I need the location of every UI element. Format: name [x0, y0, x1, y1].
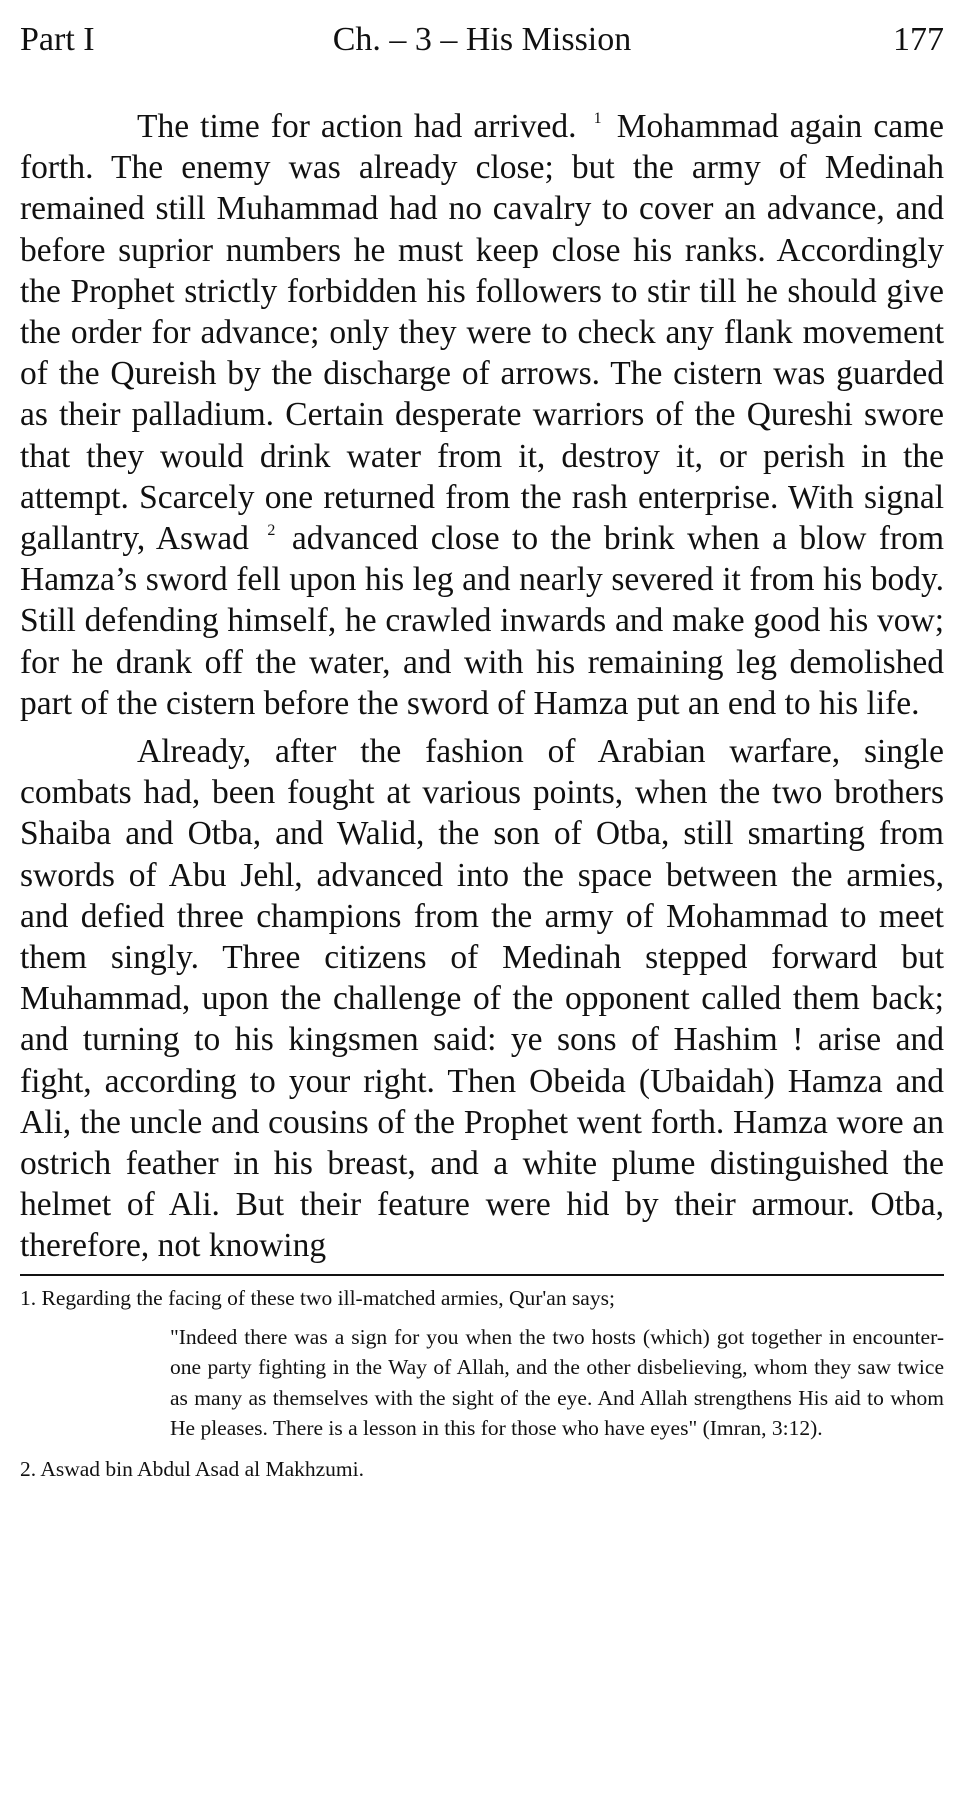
footnote-2: 2. Aswad bin Abdul Asad al Makhzumi.: [20, 1457, 364, 1482]
footnote-divider: [20, 1274, 944, 1276]
footnote-1: [20, 1284, 944, 1444]
footnote-1-intro: 1. Regarding the facing of these two ill-matched armies, Qur'an says;: [20, 1285, 615, 1310]
paragraph-text: Already, after the fashion of Arabian warfare, single combats had, been fought at various points, when the two brothers Shaiba and Otba, and Walid, the son of Otba, still smarting from swords of Abu Jehl, advanced into the space between the armies, and defied three champions from the army of Mohammad to meet them singly. Three citizens of Medinah stepped forward but Muhammad, upon the challenge of the opponent called them back; and turning to his kingsmen said: ye sons of Hashim ! arise and fight, according to your right. Then Obeida (Ubaidah) Hamza and Ali, the uncle and cousins of the Prophet went forth. Hamza wore an ostrich feather in his breast, and a white plume distinguished the helmet of Ali. But their feature were hid by their armour. Otba, therefore, not knowing: [20, 733, 944, 1265]
paragraph-text: advanced close to the brink when a blow from Hamza’s sword fell upon his leg and nearly severed it from his body. Still defending himself, he crawled inwards and make good his vow; for he drank off the water, and with his remaining leg demolished part of the cistern before the sword of Hamza put an end to his life.: [20, 520, 944, 722]
main-text: [20, 106, 944, 1267]
footnote-reference: 2: [267, 522, 276, 540]
footnote-reference: 1: [593, 110, 602, 127]
part-label: Part I: [20, 21, 95, 58]
footnote-1-quote: "Indeed there was a sign for you when the two hosts (which) got together in encounter-one party fighting in the Way of Allah, and the other disbelieving, whom they saw twice as many as themselves with the sight of the eye. And Allah strengthens His aid to whom He pleases. There is a lesson in this for those who have eyes" (Imran, 3:12).: [170, 1325, 944, 1441]
chapter-title: Ch. – 3 – His Mission: [332, 21, 632, 58]
book-page: [20, 0, 944, 1494]
page-number: 177: [893, 21, 944, 58]
paragraph-text: The time for action had arrived.: [137, 108, 577, 145]
paragraph: [20, 731, 944, 1267]
running-header: [20, 0, 944, 70]
paragraph: [20, 106, 944, 724]
paragraph-text: Mohammad again came forth. The enemy was already close; but the army of Medinah remained still Muhammad had no cavalry to cover an advance, and before suprior numbers he must keep close his ranks. Accordingly the Prophet strictly forbidden his followers to stir till he should give the order for advance; only they were to check any flank movement of the Qureish by the discharge of arrows. The cistern was guarded as their palladium. Certain desperate warriors of the Qureshi swore that they would drink water from it, destroy it, or perish in the attempt. Scarcely one returned from the rash enterprise. With signal gallantry, Aswad: [20, 108, 945, 558]
footnotes: [20, 1284, 944, 1484]
